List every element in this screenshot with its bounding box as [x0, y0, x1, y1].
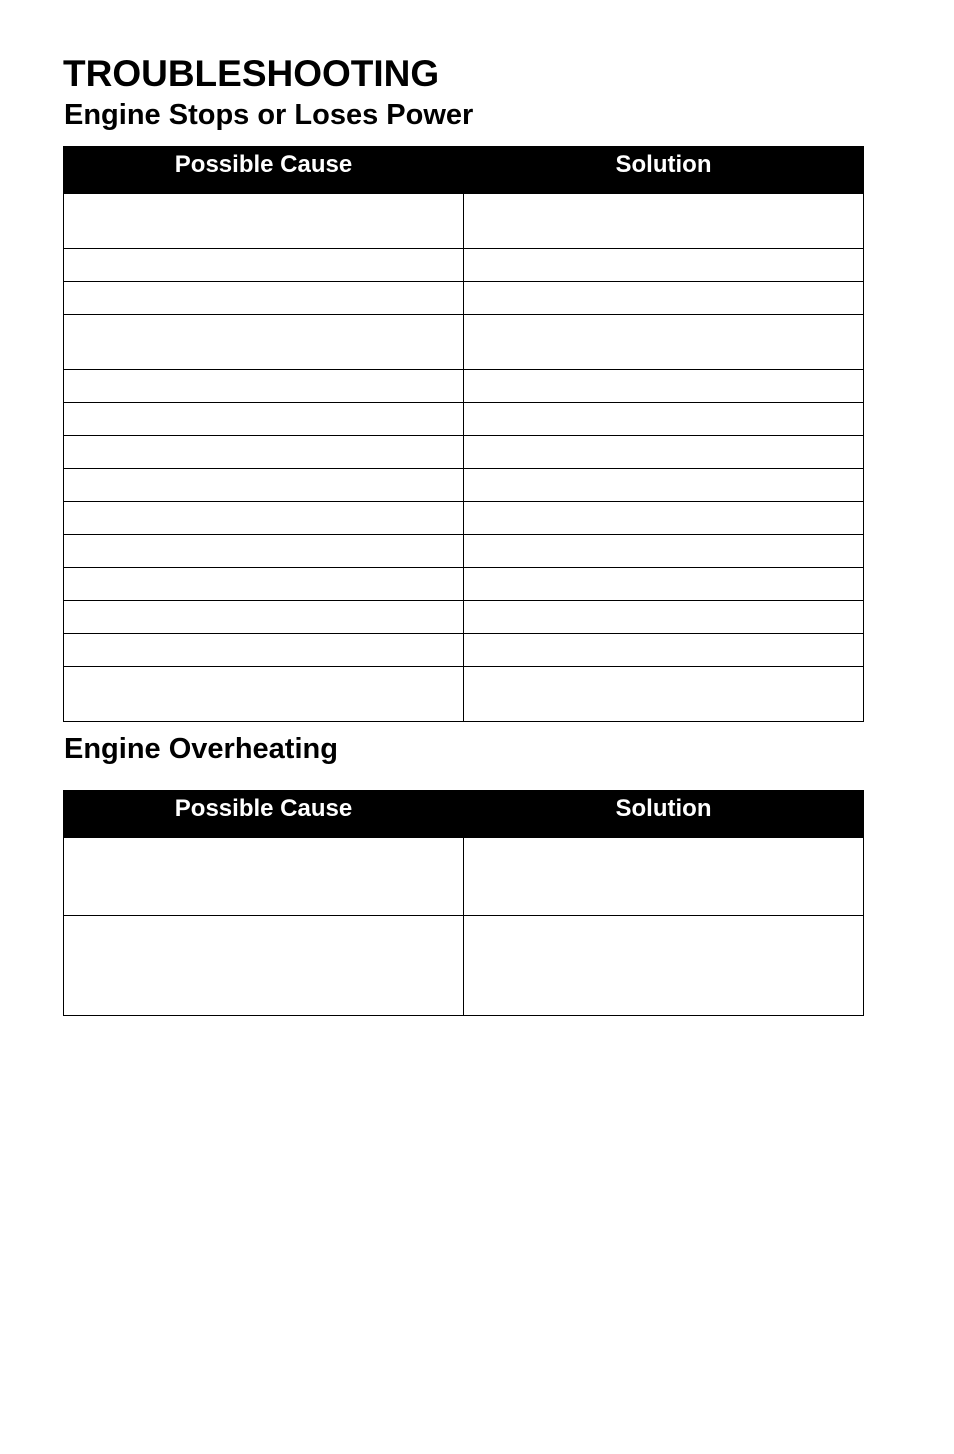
solution-cell	[464, 634, 864, 667]
solution-cell	[464, 370, 864, 403]
cause-cell	[64, 469, 464, 502]
column-header-solution: Solution	[464, 791, 864, 838]
solution-cell	[464, 838, 864, 916]
solution-cell	[464, 568, 864, 601]
cause-cell	[64, 282, 464, 315]
table-row	[64, 315, 864, 370]
cause-cell	[64, 838, 464, 916]
table-row	[64, 568, 864, 601]
table-row	[64, 282, 864, 315]
table-row	[64, 502, 864, 535]
table-row	[64, 916, 864, 1016]
table-row	[64, 436, 864, 469]
column-header-solution: Solution	[464, 147, 864, 194]
column-header-possible-cause: Possible Cause	[64, 791, 464, 838]
section-heading-engine-overheating: Engine Overheating	[64, 733, 338, 765]
table-row	[64, 370, 864, 403]
table-row	[64, 249, 864, 282]
cause-cell	[64, 403, 464, 436]
solution-cell	[464, 916, 864, 1016]
section-heading-engine-stops: Engine Stops or Loses Power	[64, 99, 474, 131]
solution-cell	[464, 282, 864, 315]
cause-cell	[64, 315, 464, 370]
solution-cell	[464, 249, 864, 282]
solution-cell	[464, 535, 864, 568]
cause-cell	[64, 502, 464, 535]
solution-cell	[464, 469, 864, 502]
cause-cell	[64, 370, 464, 403]
table-row	[64, 667, 864, 722]
table-header-row	[64, 791, 864, 838]
cause-cell	[64, 249, 464, 282]
cause-cell	[64, 916, 464, 1016]
solution-cell	[464, 436, 864, 469]
table-row	[64, 601, 864, 634]
table-row	[64, 535, 864, 568]
cause-cell	[64, 568, 464, 601]
solution-cell	[464, 502, 864, 535]
cause-cell	[64, 601, 464, 634]
cause-cell	[64, 634, 464, 667]
engine-stops-table	[63, 146, 864, 722]
cause-cell	[64, 194, 464, 249]
table-header-row	[64, 147, 864, 194]
table-row	[64, 194, 864, 249]
solution-cell	[464, 667, 864, 722]
cause-cell	[64, 535, 464, 568]
table-row	[64, 634, 864, 667]
table-row	[64, 838, 864, 916]
solution-cell	[464, 315, 864, 370]
solution-cell	[464, 403, 864, 436]
page-title: TROUBLESHOOTING	[63, 53, 440, 94]
cause-cell	[64, 667, 464, 722]
table-row	[64, 469, 864, 502]
solution-cell	[464, 194, 864, 249]
engine-overheating-table	[63, 790, 864, 1016]
column-header-possible-cause: Possible Cause	[64, 147, 464, 194]
cause-cell	[64, 436, 464, 469]
solution-cell	[464, 601, 864, 634]
table-row	[64, 403, 864, 436]
